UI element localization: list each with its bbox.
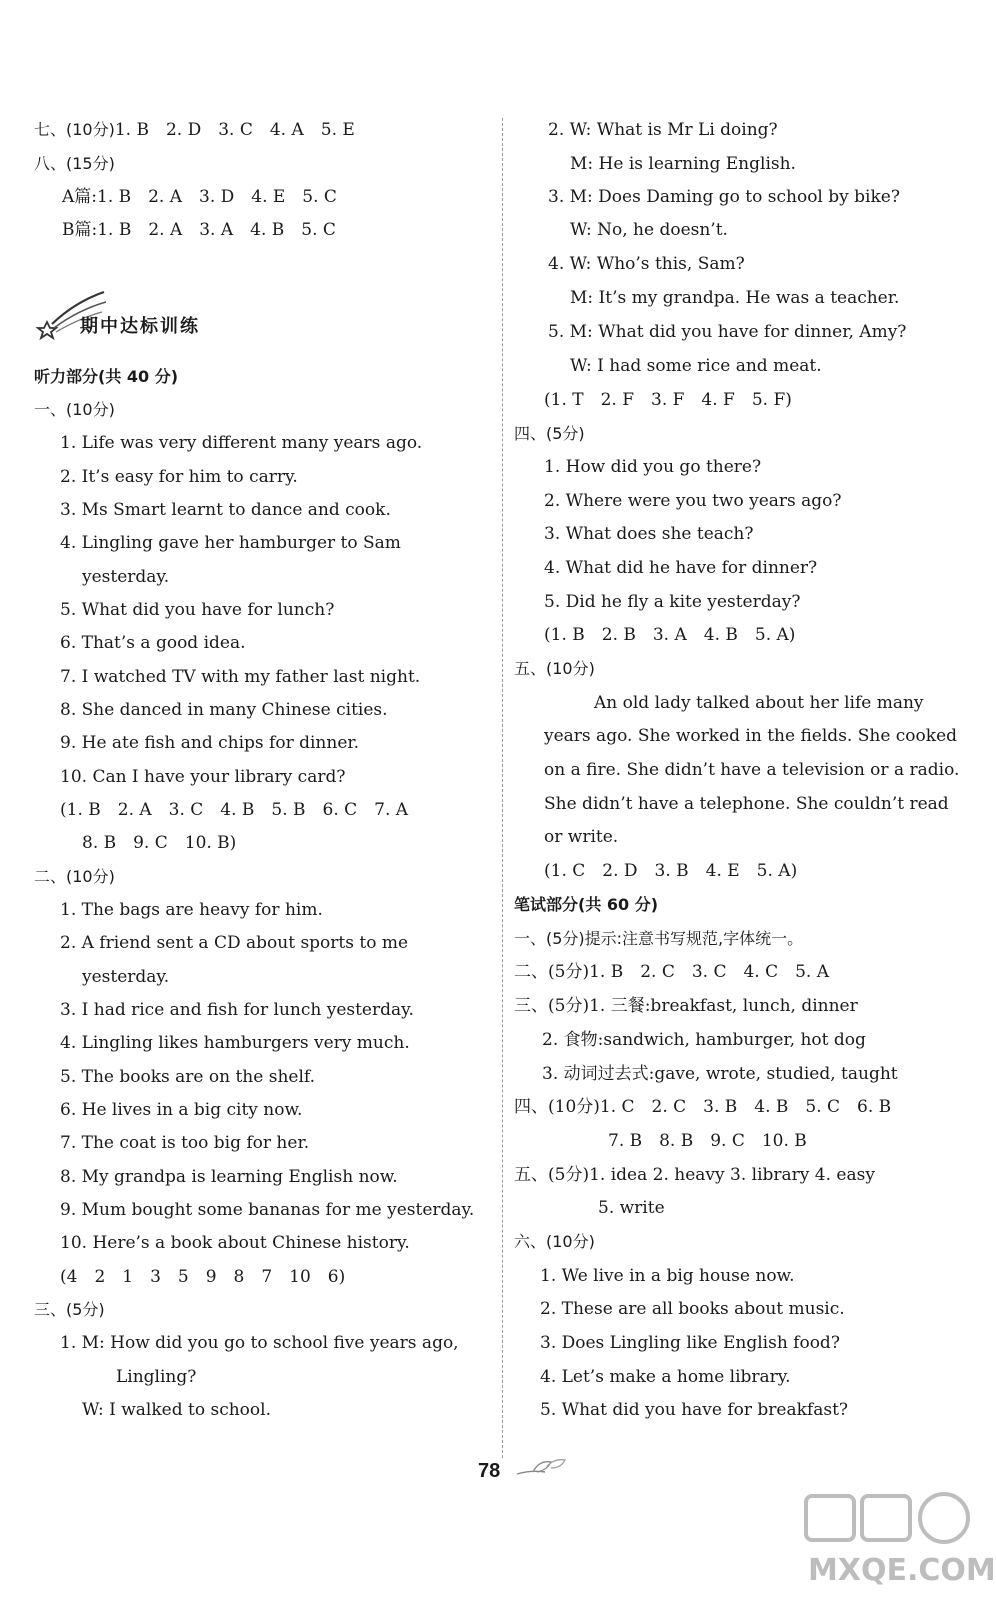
list-item: 9. Mum bought some bananas for me yesterday. (60, 1200, 475, 1220)
list-item: 5. The books are on the shelf. (60, 1067, 315, 1087)
part-label: 五、(10分) (514, 659, 595, 678)
dialogue-line: 4. W: Who’s this, Sam? (548, 254, 745, 274)
list-item: 8. She danced in many Chinese cities. (60, 700, 388, 720)
part-label: 六、(10分) (514, 1232, 595, 1251)
written-item: 五、(5分)1. idea 2. heavy 3. library 4. easy (514, 1165, 875, 1185)
page-number: 78 (478, 1460, 501, 1482)
leaf-flourish-icon (515, 1456, 569, 1482)
list-item: 4. Lingling gave her hamburger to Sam (60, 533, 401, 553)
passage-line: She didn’t have a telephone. She couldn’t read (544, 794, 949, 814)
written-item: 三、(5分)1. 三餐:breakfast, lunch, dinner (514, 996, 858, 1016)
dialogue-line: 2. W: What is Mr Li doing? (548, 120, 778, 140)
list-item: 5. What did you have for lunch? (60, 600, 335, 620)
list-item: 3. Ms Smart learnt to dance and cook. (60, 500, 391, 520)
list-item: 9. He ate fish and chips for dinner. (60, 733, 360, 753)
dialogue-line: M: It’s my grandpa. He was a teacher. (570, 288, 900, 308)
list-item: 1. Life was very different many years ago. (60, 433, 423, 453)
answer-key: (1. T 2. F 3. F 4. F 5. F) (544, 390, 792, 410)
answer-key: 8. B 9. C 10. B) (82, 833, 237, 853)
answer-line: A篇:1. B 2. A 3. D 4. E 5. C (62, 187, 337, 207)
written-item: 2. 食物:sandwich, hamburger, hot dog (542, 1030, 866, 1050)
list-item: 3. What does she teach? (544, 524, 754, 544)
list-item: 6. He lives in a big city now. (60, 1100, 303, 1120)
part-label: 四、(5分) (514, 424, 585, 443)
watermark-logo (800, 1488, 996, 1596)
dialogue-line: Lingling? (116, 1367, 197, 1387)
dialogue-line: 1. M: How did you go to school five years ago, (60, 1333, 459, 1353)
list-item: 10. Can I have your library card? (60, 767, 346, 787)
watermark-icon (800, 1488, 996, 1592)
answer-line: 七、(10分)1. B 2. D 3. C 4. A 5. E (34, 120, 355, 140)
part-label: 二、(10分) (34, 867, 115, 886)
written-title: 笔试部分(共 60 分) (514, 895, 659, 914)
written-item: 四、(10分)1. C 2. C 3. B 4. B 5. C 6. B (514, 1097, 892, 1117)
list-item: 3. Does Lingling like English food? (540, 1333, 840, 1353)
list-item: 5. Did he fly a kite yesterday? (544, 592, 801, 612)
passage-line: years ago. She worked in the fields. She cooked (544, 726, 958, 746)
written-item: 3. 动词过去式:gave, wrote, studied, taught (542, 1064, 898, 1084)
dialogue-line: W: I had some rice and meat. (570, 356, 822, 376)
list-item: 4. Lingling likes hamburgers very much. (60, 1033, 410, 1053)
section-label: 八、(15分) (34, 154, 115, 173)
list-item: 2. These are all books about music. (540, 1299, 845, 1319)
list-item: 2. A friend sent a CD about sports to me (60, 933, 409, 953)
section-title: 期中达标训练 (80, 316, 200, 337)
answer-key: (1. B 2. B 3. A 4. B 5. A) (544, 625, 796, 645)
list-item: 4. What did he have for dinner? (544, 558, 818, 578)
list-item: 5. What did you have for breakfast? (540, 1400, 849, 1420)
list-item: 1. How did you go there? (544, 457, 762, 477)
section-header (30, 288, 270, 356)
passage-line: An old lady talked about her life many (594, 693, 924, 713)
passage-line: or write. (544, 827, 619, 847)
listening-title: 听力部分(共 40 分) (34, 367, 179, 386)
dialogue-line: M: He is learning English. (570, 154, 796, 174)
written-item: 二、(5分)1. B 2. C 3. C 4. C 5. A (514, 962, 829, 982)
answer-key: (4 2 1 3 5 9 8 7 10 6) (60, 1267, 346, 1287)
list-item: yesterday. (82, 967, 170, 987)
list-item: 8. My grandpa is learning English now. (60, 1167, 398, 1187)
written-item: 5. write (598, 1198, 665, 1218)
answer-key: (1. B 2. A 3. C 4. B 5. B 6. C 7. A (60, 800, 409, 820)
column-divider (502, 118, 503, 1458)
list-item: 1. The bags are heavy for him. (60, 900, 323, 920)
list-item: 4. Let’s make a home library. (540, 1367, 791, 1387)
watermark-text: MXQE.COM (808, 1553, 996, 1588)
passage-line: on a fire. She didn’t have a television or a radio. (544, 760, 960, 780)
dialogue-line: 5. M: What did you have for dinner, Amy? (548, 322, 907, 342)
dialogue-line: 3. M: Does Daming go to school by bike? (548, 187, 900, 207)
list-item: 2. It’s easy for him to carry. (60, 467, 298, 487)
part-label: 一、(10分) (34, 400, 115, 419)
written-item: 7. B 8. B 9. C 10. B (608, 1131, 807, 1151)
list-item: 10. Here’s a book about Chinese history. (60, 1233, 410, 1253)
list-item: 6. That’s a good idea. (60, 633, 246, 653)
list-item: yesterday. (82, 567, 170, 587)
list-item: 1. We live in a big house now. (540, 1266, 795, 1286)
list-item: 3. I had rice and fish for lunch yesterday. (60, 1000, 414, 1020)
answer-line: B篇:1. B 2. A 3. A 4. B 5. C (62, 220, 336, 240)
written-item: 一、(5分)提示:注意书写规范,字体统一。 (514, 929, 804, 948)
list-item: 2. Where were you two years ago? (544, 491, 842, 511)
list-item: 7. I watched TV with my father last night. (60, 667, 421, 687)
answer-key: (1. C 2. D 3. B 4. E 5. A) (544, 861, 798, 881)
dialogue-line: W: No, he doesn’t. (570, 220, 728, 240)
dialogue-line: W: I walked to school. (82, 1400, 271, 1420)
part-label: 三、(5分) (34, 1300, 105, 1319)
list-item: 7. The coat is too big for her. (60, 1133, 310, 1153)
